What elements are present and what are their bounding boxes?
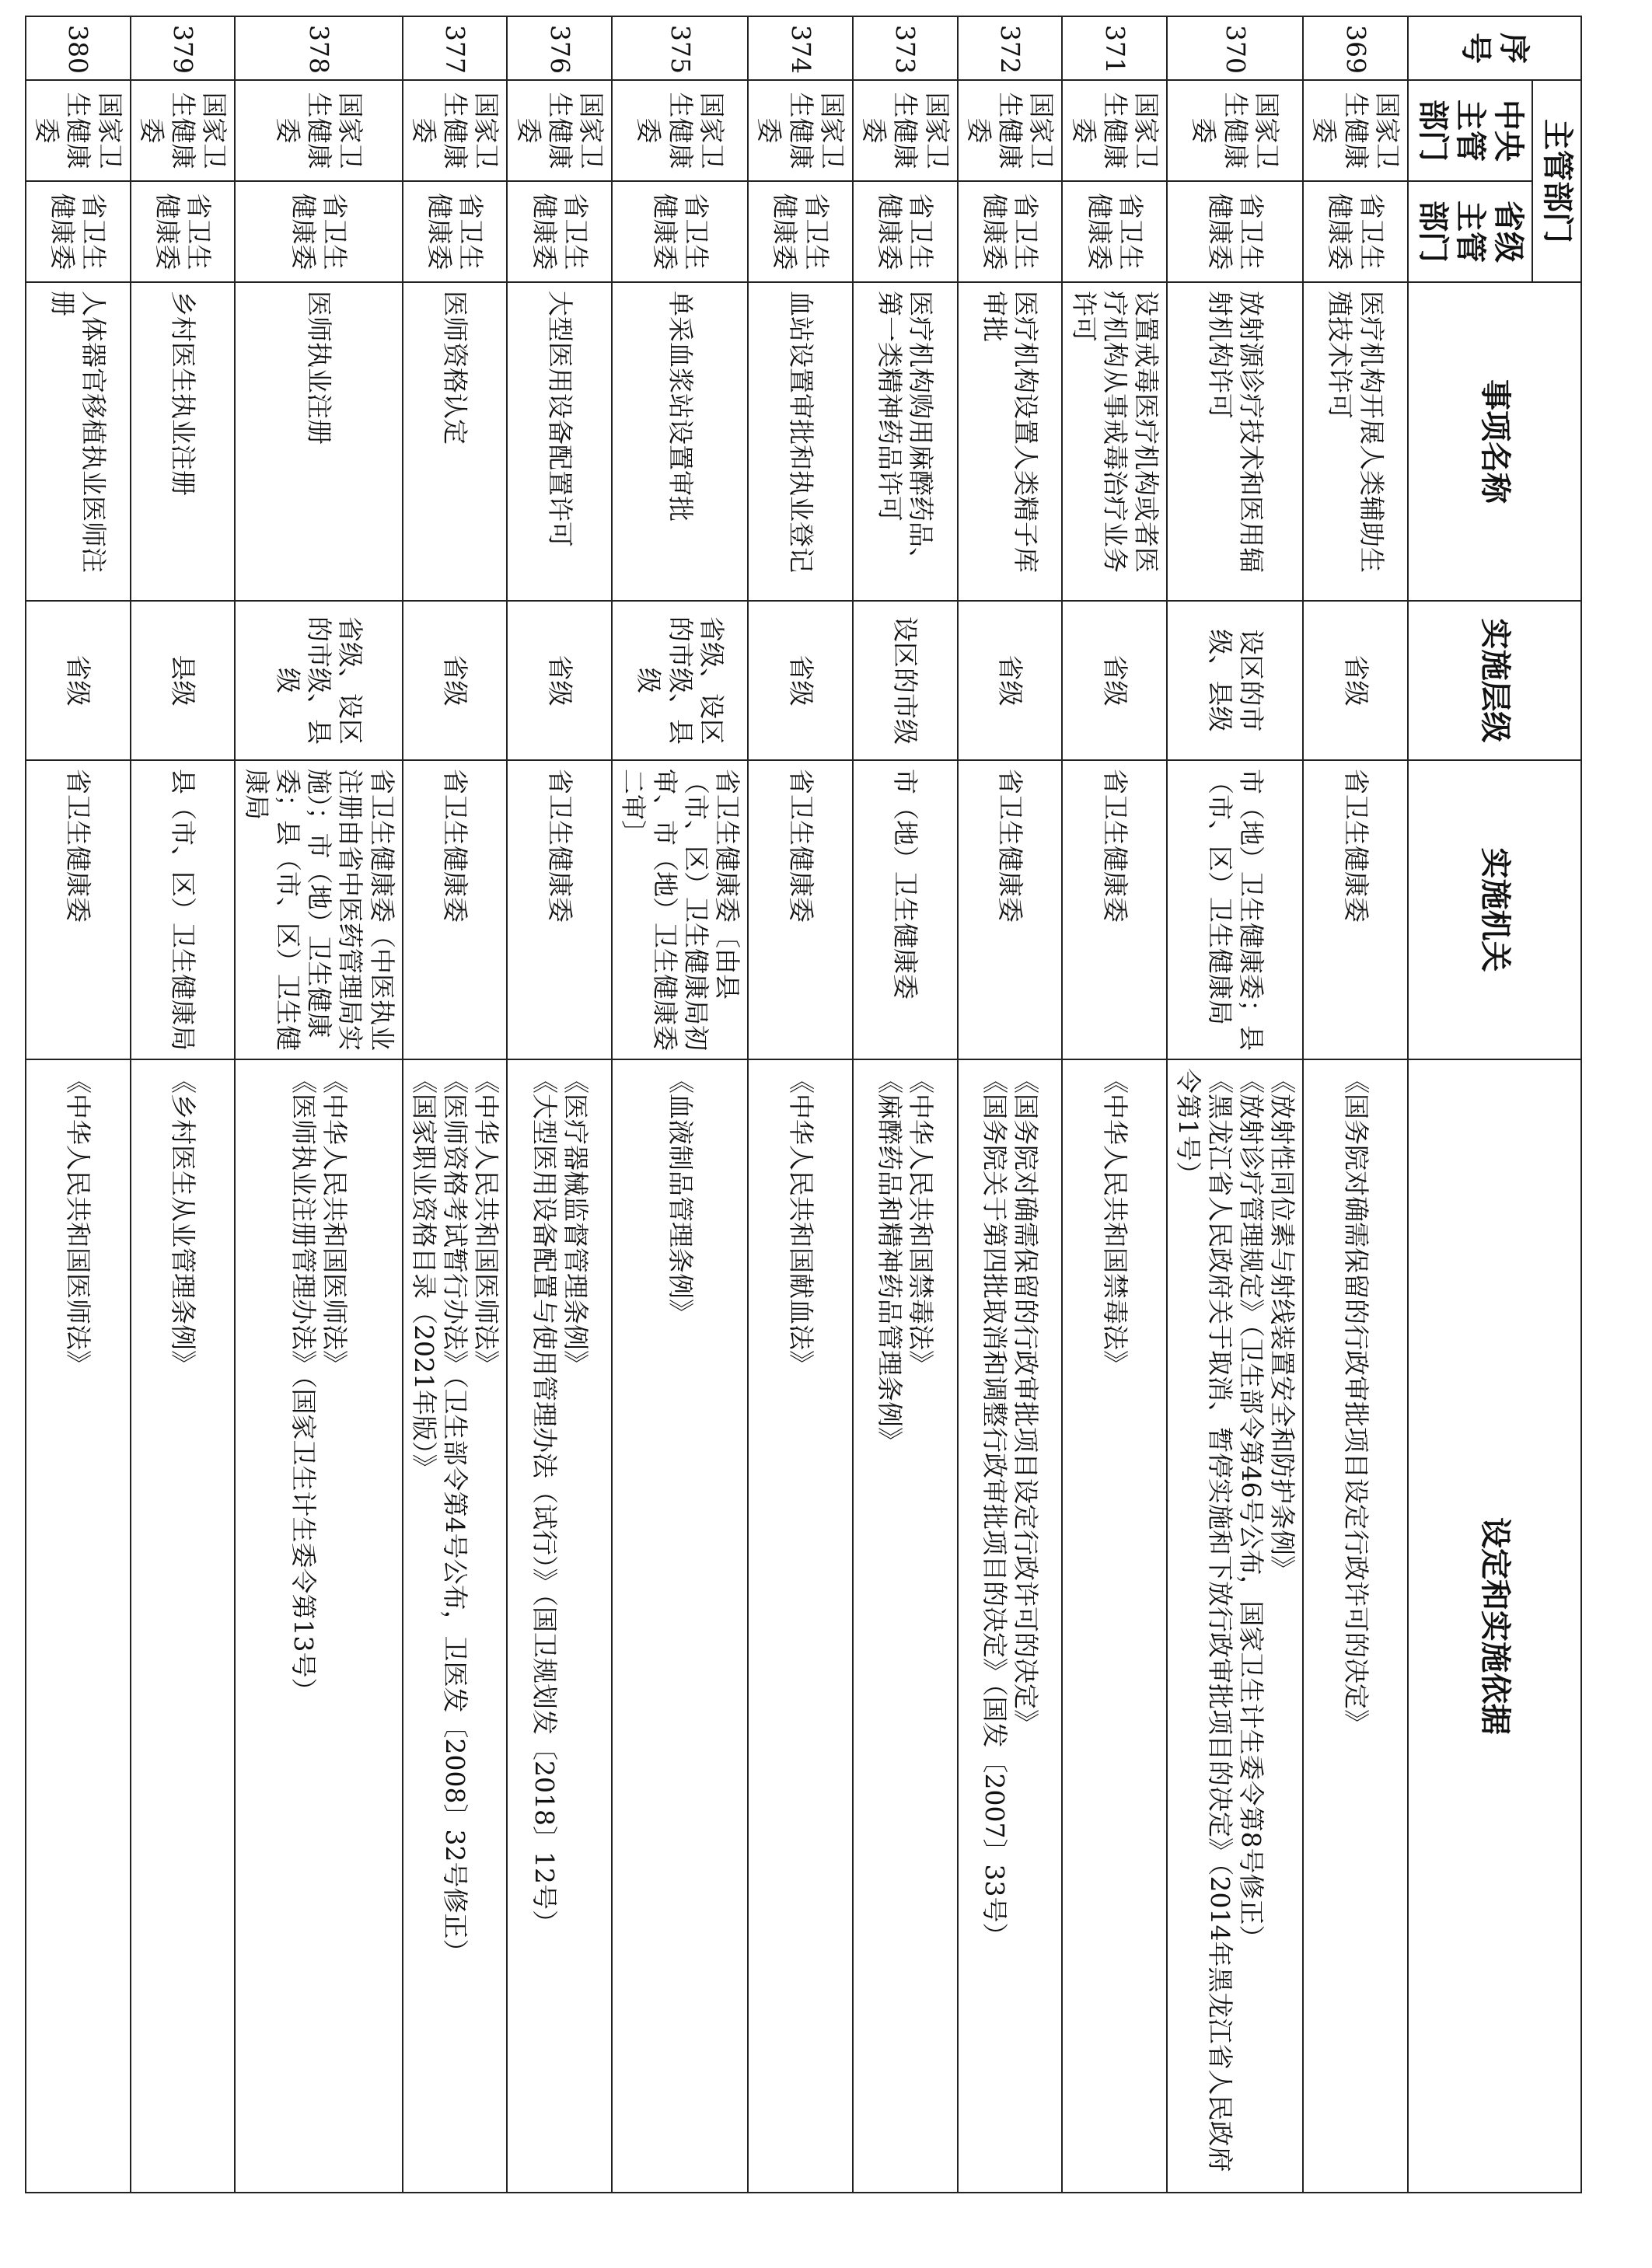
basis-cell (612, 1059, 748, 2193)
table-row (26, 16, 131, 2193)
agency-cell: 县（市、区）卫生健康局 (131, 760, 236, 1059)
central-dept-cell: 国家卫生健康委 (507, 80, 612, 181)
basis-line: 《国家职业资格目录（2021年版）》 (408, 1068, 439, 1480)
seq-cell: 379 (131, 16, 236, 80)
header-central: 中央主管部门 (1408, 80, 1532, 181)
rotated-page (0, 16, 1652, 2192)
header-level: 实施层级 (1408, 601, 1581, 760)
agency-cell: 省卫生健康委 (26, 760, 131, 1059)
item-name-cell: 医疗机构设置人类精子库审批 (958, 282, 1063, 601)
agency-cell: 省卫生健康委 (507, 760, 612, 1059)
header-row-1 (1532, 16, 1581, 2193)
header-seq: 序号 (1408, 16, 1581, 80)
item-name-cell: 医疗机构购用麻醉药品、第一类精神药品许可 (853, 282, 958, 601)
central-dept-cell: 国家卫生健康委 (1303, 80, 1408, 181)
basis-line: 《国务院对确需保留的行政审批项目设定行政许可的决定》 (1011, 1068, 1042, 1735)
table-row (748, 16, 853, 2193)
basis-cell (26, 1059, 131, 2193)
seq-cell: 369 (1303, 16, 1408, 80)
central-dept-cell: 国家卫生健康委 (853, 80, 958, 181)
basis-cell (403, 1059, 508, 2193)
seq-cell: 380 (26, 16, 131, 80)
seq-cell: 373 (853, 16, 958, 80)
agency-cell: 省卫生健康委 (1303, 760, 1408, 1059)
provincial-dept-cell: 省卫生健康委 (1303, 181, 1408, 282)
provincial-dept-cell: 省卫生健康委 (507, 181, 612, 282)
basis-line: 《医疗器械监督管理条例》 (560, 1068, 591, 1376)
provincial-dept-cell: 省卫生健康委 (748, 181, 853, 282)
header-basis: 设定和实施依据 (1408, 1059, 1581, 2193)
item-name-cell: 大型医用设备配置许可 (507, 282, 612, 601)
seq-cell: 376 (507, 16, 612, 80)
table-row (958, 16, 1063, 2193)
basis-line: 《国务院对确需保留的行政审批项目设定行政许可的决定》 (1340, 1068, 1371, 1735)
basis-line: 《放射诊疗管理规定》（卫生部令第46号公布，国家卫生计生委令第8号修正） (1235, 1068, 1266, 1951)
basis-line: 《国务院关于第四批取消和调整行政审批项目的决定》（国发〔2007〕33号） (979, 1068, 1010, 1949)
basis-cell (1167, 1059, 1303, 2193)
level-cell: 省级 (748, 601, 853, 760)
table-row (507, 16, 612, 2193)
table-body (26, 16, 1408, 2193)
basis-cell (958, 1059, 1063, 2193)
provincial-dept-cell: 省卫生健康委 (958, 181, 1063, 282)
seq-cell: 377 (403, 16, 508, 80)
level-cell: 设区的市级 (853, 601, 958, 760)
basis-line: 《医师资格考试暂行办法》（卫生部令第4号公布，卫医发〔2008〕32号修正） (440, 1068, 471, 1965)
basis-line: 《麻醉药品和精神药品管理条例》 (875, 1068, 906, 1453)
table-row (1303, 16, 1408, 2193)
provincial-dept-cell: 省卫生健康委 (612, 181, 748, 282)
seq-cell: 372 (958, 16, 1063, 80)
item-name-cell: 乡村医生执业注册 (131, 282, 236, 601)
level-cell: 省级 (403, 601, 508, 760)
basis-line: 《中华人民共和国医师法》 (471, 1068, 502, 1376)
basis-cell (853, 1059, 958, 2193)
agency-cell: 省卫生健康委〔由县（市、区）卫生健康局初审、市（地）卫生健康委二审〕 (612, 760, 748, 1059)
agency-cell: 省卫生健康委 (403, 760, 508, 1059)
table-row (1167, 16, 1303, 2193)
seq-cell: 374 (748, 16, 853, 80)
header-item-name: 事项名称 (1408, 282, 1581, 601)
basis-cell (131, 1059, 236, 2193)
basis-line: 《医师执业注册管理办法》（国家卫生计生委令第13号） (288, 1068, 319, 1704)
item-name-cell: 设置戒毒医疗机构或者医疗机构从事戒毒治疗业务许可 (1062, 282, 1167, 601)
provincial-dept-cell: 省卫生健康委 (403, 181, 508, 282)
central-dept-cell: 国家卫生健康委 (1062, 80, 1167, 181)
seq-cell: 378 (235, 16, 402, 80)
level-cell: 省级 (958, 601, 1063, 760)
item-name-cell: 医师执业注册 (235, 282, 402, 601)
basis-cell (235, 1059, 402, 2193)
agency-cell: 省卫生健康委 (748, 760, 853, 1059)
provincial-dept-cell: 省卫生健康委 (853, 181, 958, 282)
basis-line: 《中华人民共和国医师法》 (63, 1068, 94, 1376)
basis-cell (1303, 1059, 1408, 2193)
item-name-cell: 医师资格认定 (403, 282, 508, 601)
item-name-cell: 血站设置审批和执业登记 (748, 282, 853, 601)
central-dept-cell: 国家卫生健康委 (748, 80, 853, 181)
basis-line: 《中华人民共和国献血法》 (785, 1068, 816, 1376)
central-dept-cell: 国家卫生健康委 (235, 80, 402, 181)
basis-line: 《血液制品管理条例》 (665, 1068, 696, 1324)
table-row (853, 16, 958, 2193)
basis-cell (748, 1059, 853, 2193)
agency-cell: 市（地）卫生健康委 (853, 760, 958, 1059)
level-cell: 省级 (1062, 601, 1167, 760)
seq-cell: 375 (612, 16, 748, 80)
basis-cell (507, 1059, 612, 2193)
central-dept-cell: 国家卫生健康委 (612, 80, 748, 181)
level-cell: 省级 (1303, 601, 1408, 760)
level-cell: 县级 (131, 601, 236, 760)
basis-line: 《中华人民共和国禁毒法》 (906, 1068, 937, 1376)
central-dept-cell: 国家卫生健康委 (958, 80, 1063, 181)
header-agency: 实施机关 (1408, 760, 1581, 1059)
central-dept-cell: 国家卫生健康委 (131, 80, 236, 181)
table-row (403, 16, 508, 2193)
level-cell: 设区的市级、县级 (1167, 601, 1303, 760)
provincial-dept-cell: 省卫生健康委 (131, 181, 236, 282)
table-row (612, 16, 748, 2193)
basis-line: 《乡村医生从业管理条例》 (168, 1068, 199, 1376)
provincial-dept-cell: 省卫生健康委 (1062, 181, 1167, 282)
item-name-cell: 单采血浆站设置审批 (612, 282, 748, 601)
central-dept-cell: 国家卫生健康委 (403, 80, 508, 181)
agency-cell: 省卫生健康委（中医执业注册由省中医药管理局实施）；市（地）卫生健康委；县（市、区）卫生健康局 (235, 760, 402, 1059)
level-cell: 省级 (26, 601, 131, 760)
central-dept-cell: 国家卫生健康委 (1167, 80, 1303, 181)
basis-line: 《中华人民共和国禁毒法》 (1099, 1068, 1130, 1376)
level-cell: 省级、设区的市级、县级 (235, 601, 402, 760)
seq-cell: 370 (1167, 16, 1303, 80)
seq-cell: 371 (1062, 16, 1167, 80)
provincial-dept-cell: 省卫生健康委 (26, 181, 131, 282)
agency-cell: 市（地）卫生健康委；县（市、区）卫生健康局 (1167, 760, 1303, 1059)
provincial-dept-cell: 省卫生健康委 (1167, 181, 1303, 282)
agency-cell: 省卫生健康委 (1062, 760, 1167, 1059)
item-name-cell: 医疗机构开展人类辅助生殖技术许可 (1303, 282, 1408, 601)
basis-cell (1062, 1059, 1167, 2193)
level-cell: 省级、设区的市级、县级 (612, 601, 748, 760)
level-cell: 省级 (507, 601, 612, 760)
item-name-cell: 人体器官移植执业医师注册 (26, 282, 131, 601)
agency-cell: 省卫生健康委 (958, 760, 1063, 1059)
basis-line: 《大型医用设备配置与使用管理办法（试行）》（国卫规划发〔2018〕12号） (529, 1068, 560, 1935)
provincial-dept-cell: 省卫生健康委 (235, 181, 402, 282)
administrative-permit-table (25, 16, 1582, 2193)
table-row (1062, 16, 1167, 2193)
basis-line: 《黑龙江省人民政府关于取消、暂停实施和下放行政审批项目的决定》（2014年黑龙江省人民政府令第1号） (1173, 1068, 1235, 2172)
basis-line: 《中华人民共和国医师法》 (320, 1068, 351, 1376)
table-row (235, 16, 402, 2193)
table-row (131, 16, 236, 2193)
central-dept-cell: 国家卫生健康委 (26, 80, 131, 181)
item-name-cell: 放射源诊疗技术和医用辐射机构许可 (1167, 282, 1303, 601)
basis-line: 《放射性同位素与射线装置安全和防护条例》 (1267, 1068, 1298, 1581)
header-dept-group: 主管部门 (1532, 80, 1581, 282)
header-provincial: 省级主管部门 (1408, 181, 1532, 282)
